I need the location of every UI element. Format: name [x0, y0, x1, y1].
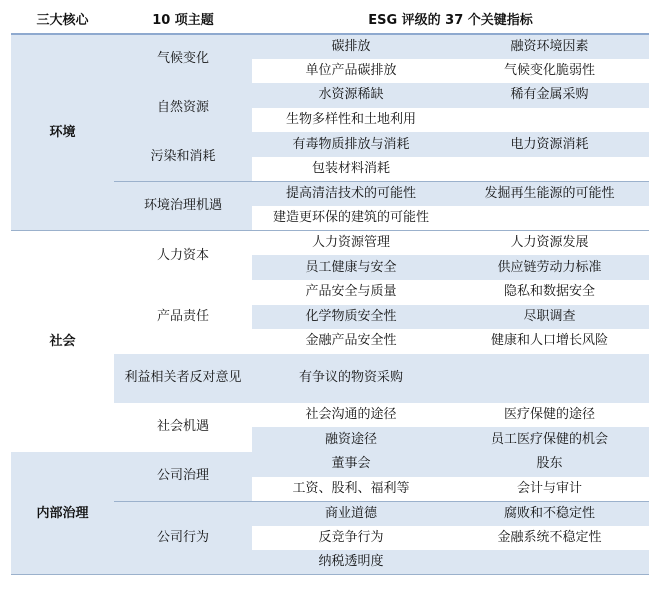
indicator-cell: 单位产品碳排放	[252, 59, 450, 84]
indicator-cell: 商业道德	[252, 501, 450, 526]
indicator-cell: 提高清洁技术的可能性	[252, 182, 450, 207]
theme-env-opportunity: 环境治理机遇	[114, 182, 252, 231]
theme-human-capital: 人力资本	[114, 231, 252, 280]
indicator-cell	[450, 108, 649, 133]
indicator-cell: 金融系统不稳定性	[450, 526, 649, 551]
esg-indicator-table	[11, 9, 649, 575]
indicator-cell: 产品安全与质量	[252, 280, 450, 305]
indicator-cell: 电力资源消耗	[450, 132, 649, 157]
indicator-cell: 股东	[450, 452, 649, 477]
header-themes: 10 项主题	[114, 9, 252, 34]
indicator-cell: 工资、股利、福利等	[252, 477, 450, 502]
core-governance: 内部治理	[11, 452, 114, 575]
theme-social-opportunity: 社会机遇	[114, 403, 252, 452]
indicator-cell: 隐私和数据安全	[450, 280, 649, 305]
indicator-cell: 员工健康与安全	[252, 255, 450, 280]
indicator-cell: 医疗保健的途径	[450, 403, 649, 428]
indicator-cell	[450, 206, 649, 231]
indicator-cell: 融资环境因素	[450, 34, 649, 59]
theme-climate: 气候变化	[114, 34, 252, 83]
indicator-cell: 供应链劳动力标准	[450, 255, 649, 280]
theme-stakeholder-opposition: 利益相关者反对意见	[114, 354, 252, 403]
indicator-cell: 员工医疗保健的机会	[450, 427, 649, 452]
indicator-cell: 董事会	[252, 452, 450, 477]
indicator-cell: 纳税透明度	[252, 550, 450, 575]
indicator-cell: 建造更环保的建筑的可能性	[252, 206, 450, 231]
indicator-cell	[450, 157, 649, 182]
indicator-cell: 发掘再生能源的可能性	[450, 182, 649, 207]
indicator-cell: 有争议的物资采购	[252, 354, 450, 403]
core-environment: 环境	[11, 34, 114, 231]
table-row	[11, 231, 649, 256]
indicator-cell: 人力资源发展	[450, 231, 649, 256]
indicator-cell: 健康和人口增长风险	[450, 329, 649, 354]
indicator-cell: 包装材料消耗	[252, 157, 450, 182]
theme-pollution: 污染和消耗	[114, 132, 252, 181]
indicator-cell: 融资途径	[252, 427, 450, 452]
indicator-cell: 有毒物质排放与消耗	[252, 132, 450, 157]
table-row	[11, 452, 649, 477]
indicator-cell: 会计与审计	[450, 477, 649, 502]
table-header-row	[11, 9, 649, 34]
indicator-cell: 生物多样性和土地利用	[252, 108, 450, 133]
core-social: 社会	[11, 231, 114, 452]
indicator-cell	[450, 354, 649, 403]
theme-corporate-governance: 公司治理	[114, 452, 252, 501]
header-core: 三大核心	[11, 9, 114, 34]
table-row	[11, 34, 649, 59]
indicator-cell: 稀有金属采购	[450, 83, 649, 108]
theme-product-liability: 产品责任	[114, 280, 252, 354]
header-indicators: ESG 评级的 37 个关键指标	[252, 9, 649, 34]
indicator-cell: 化学物质安全性	[252, 305, 450, 330]
indicator-cell: 碳排放	[252, 34, 450, 59]
indicator-cell: 反竞争行为	[252, 526, 450, 551]
indicator-cell: 气候变化脆弱性	[450, 59, 649, 84]
indicator-cell: 人力资源管理	[252, 231, 450, 256]
theme-corporate-behavior: 公司行为	[114, 501, 252, 575]
indicator-cell: 社会沟通的途径	[252, 403, 450, 428]
theme-natural-resources: 自然资源	[114, 83, 252, 132]
indicator-cell: 水资源稀缺	[252, 83, 450, 108]
indicator-cell: 金融产品安全性	[252, 329, 450, 354]
indicator-cell: 腐败和不稳定性	[450, 501, 649, 526]
indicator-cell	[450, 550, 649, 575]
indicator-cell: 尽职调查	[450, 305, 649, 330]
